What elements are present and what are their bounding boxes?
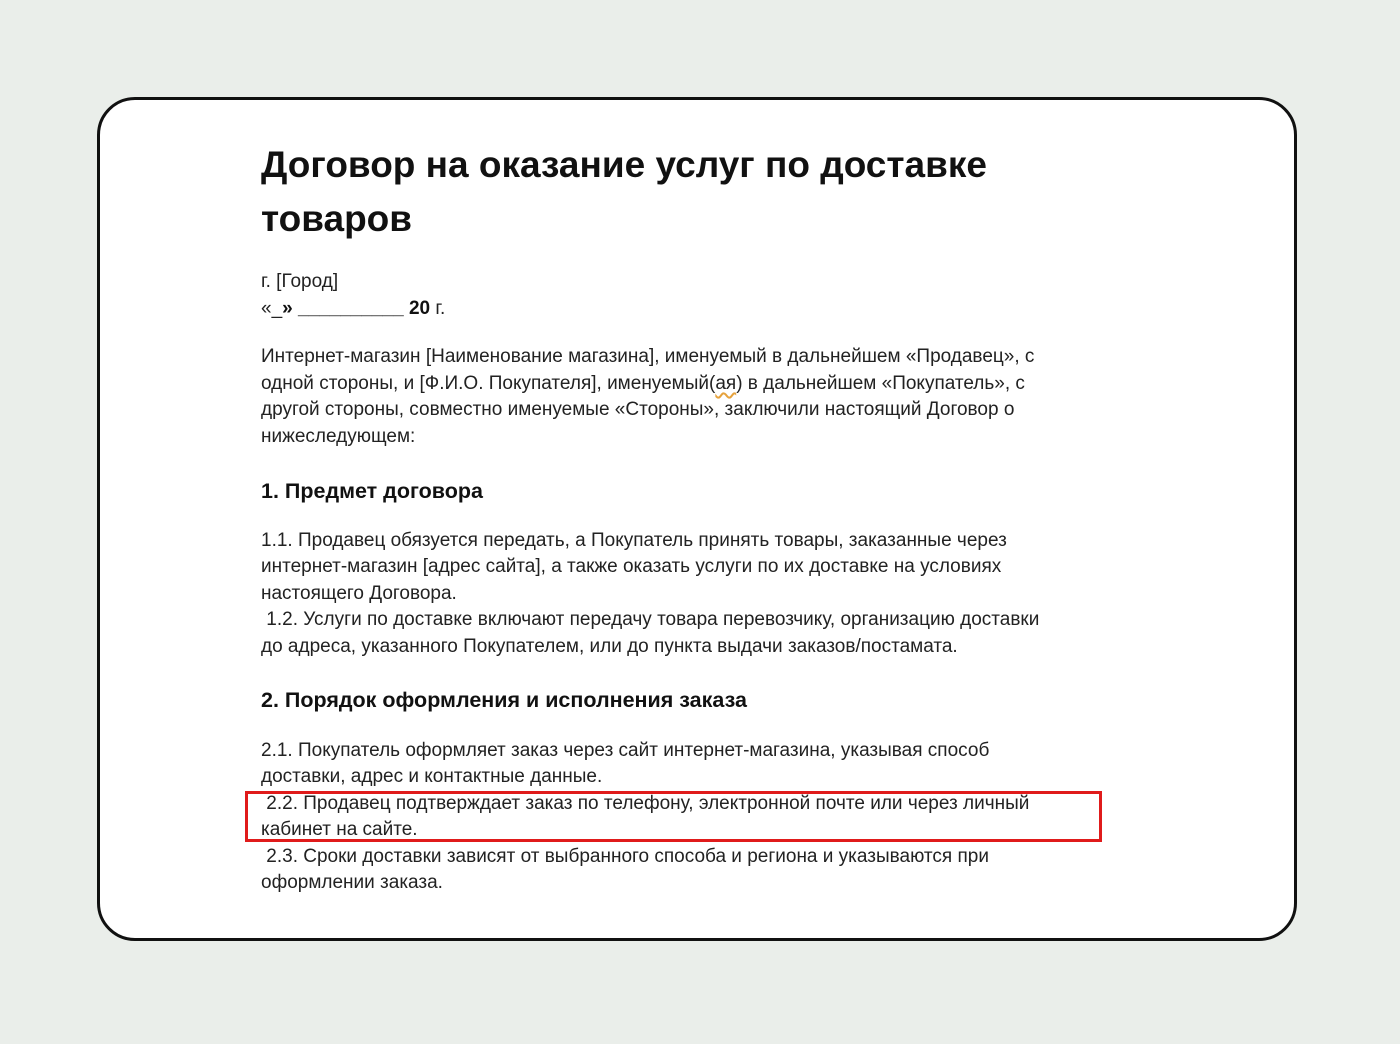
date-day-close: » xyxy=(282,298,293,319)
section-2-heading: 2. Порядок оформления и исполнения заказа xyxy=(261,688,747,712)
section-1-line: интернет-магазин [адрес сайта], а также оказать услуги по их доставке на условиях xyxy=(261,556,1002,577)
section-1-line: до адреса, указанного Покупателем, или до пункта выдачи заказов/постамата. xyxy=(261,636,958,657)
date-line xyxy=(261,296,445,322)
section-2-line: 2.1. Покупатель оформляет заказ через сайт интернет-магазина, указывая способ xyxy=(261,740,990,761)
section-2-line: доставки, адрес и контактные данные. xyxy=(261,766,603,787)
section-1-line: 1.2. Услуги по доставке включают передачу товара перевозчику, организацию доставки xyxy=(261,609,1040,630)
section-2-line: 2.3. Сроки доставки зависят от выбранного способа и региона и указываются при xyxy=(261,846,989,867)
date-year: 20 xyxy=(408,298,431,319)
spellcheck-flagged-word[interactable]: ая xyxy=(715,373,737,394)
section-2-line-highlighted: кабинет на сайте. xyxy=(261,819,418,840)
date-suffix: г. xyxy=(430,298,446,319)
date-month-blank: __________ xyxy=(292,298,409,319)
preamble-line-3: другой стороны, совместно именуемые «Стороны», заключили настоящий Договор о xyxy=(261,399,1015,420)
section-2-line-highlighted: 2.2. Продавец подтверждает заказ по телефону, электронной почте или через личный xyxy=(261,793,1030,814)
section-1-line: 1.1. Продавец обязуется передать, а Покупатель принять товары, заказанные через xyxy=(261,530,1007,551)
preamble-line-4: нижеследующем: xyxy=(261,426,416,447)
date-prefix: « xyxy=(261,298,272,319)
preamble-line-2 xyxy=(261,371,1025,397)
preamble-line-2-after: ) в дальнейшем «Покупатель», с xyxy=(736,373,1025,394)
section-1-line: настоящего Договора. xyxy=(261,583,457,604)
preamble-line-2-before: одной стороны, и [Ф.И.О. Покупателя], именуемый( xyxy=(261,373,716,394)
preamble-line-1: Интернет-магазин [Наименование магазина], именуемый в дальнейшем «Продавец», с xyxy=(261,346,1035,367)
section-2-line: оформлении заказа. xyxy=(261,872,443,893)
date-day-blank: _ xyxy=(271,298,283,319)
city-line: г. [Город] xyxy=(261,271,339,292)
document-title: Договор на оказание услуг по доставке товаров xyxy=(261,144,987,239)
section-1-heading: 1. Предмет договора xyxy=(261,479,483,503)
